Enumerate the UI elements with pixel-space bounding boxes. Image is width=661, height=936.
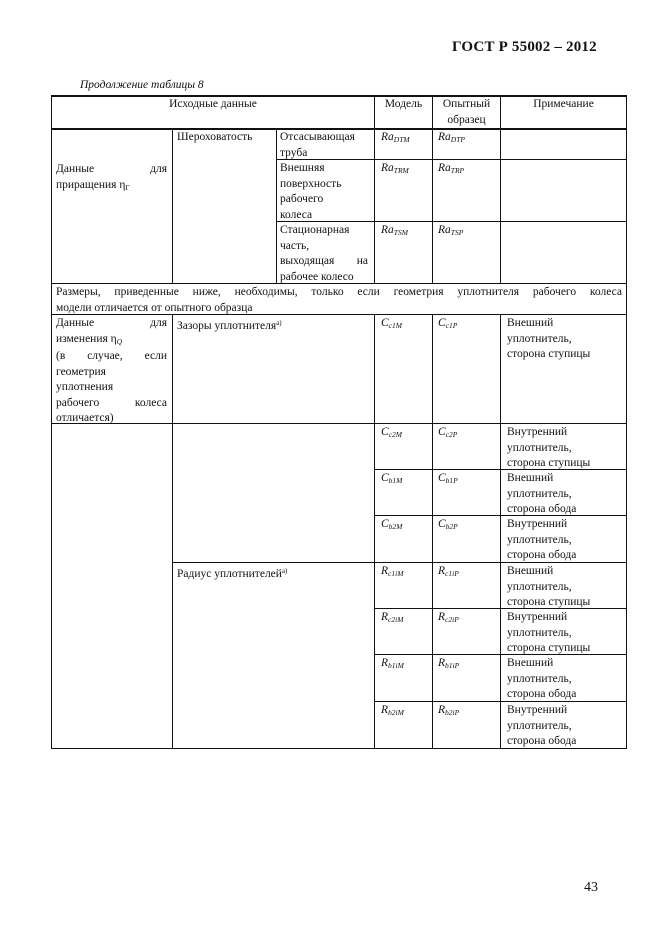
note-line: Внешний (507, 317, 554, 329)
note-line: уплотнитель, (507, 487, 572, 500)
column-divider (172, 128, 173, 284)
column-divider (172, 314, 173, 748)
part-line: рабочего (280, 193, 324, 205)
note-line: уплотнитель, (507, 533, 572, 546)
note-line: Внутренний (507, 704, 568, 716)
table-caption: Продолжение таблицы 8 (80, 79, 204, 91)
col-header-model: Модель (384, 98, 423, 110)
model-symbol: $Ra_{TSM}$ (381, 224, 408, 237)
note-line: сторона обода (507, 503, 577, 515)
column-divider (500, 314, 501, 748)
part-line: Отсасывающая (280, 131, 355, 143)
param-seal-gaps: Зазоры уплотнителя$^{a)}$ (177, 319, 282, 332)
group-label-roughness (56, 162, 167, 195)
group-label-line: (в случае, если (56, 350, 167, 362)
sample-symbol: $R_{c1iP}$ (438, 565, 459, 578)
group-label-line: уплотнения (56, 381, 114, 393)
column-divider (500, 95, 501, 284)
col-header-sample-line: Опытный (442, 98, 491, 110)
sample-symbol: $C_{c1P}$ (438, 317, 458, 330)
span-note (56, 285, 622, 316)
sample-symbol: $C_{b2P}$ (438, 518, 458, 531)
note-line: сторона ступицы (507, 348, 591, 360)
model-symbol: $C_{b1M}$ (381, 472, 403, 485)
sample-symbol: $C_{b1P}$ (438, 472, 458, 485)
group-label-line: рабочего колеса (56, 396, 167, 409)
note-line: уплотнитель, (507, 332, 572, 345)
group-label-line: изменения $\eta_Q$ (56, 332, 123, 346)
sample-symbol: $R_{b2iP}$ (438, 704, 460, 717)
note-line: сторона обода (507, 735, 577, 747)
note-line: Внешний (507, 472, 554, 484)
sample-symbol: $R_{b1iP}$ (438, 657, 460, 670)
part-line: часть, (280, 239, 310, 252)
sample-symbol: $Ra_{DTP}$ (438, 131, 465, 144)
part-line: колеса (280, 208, 313, 221)
note-cell (507, 656, 576, 703)
note-line: уплотнитель, (507, 672, 572, 685)
model-symbol: $R_{b1iM}$ (381, 657, 404, 670)
note-line: уплотнитель, (507, 441, 572, 454)
part-line: Внешняя (280, 162, 325, 174)
part-line: выходящая на (280, 255, 368, 267)
table-border-left (51, 95, 52, 749)
model-symbol: $R_{c2iM}$ (381, 611, 404, 624)
span-note-line: модели отличается от опытного образца (56, 301, 253, 314)
part-line: Стационарная (280, 224, 350, 236)
col-header-sample-line: образец (447, 113, 486, 126)
group-label-line: Данные для (56, 317, 167, 329)
model-symbol: $R_{c1iM}$ (381, 565, 404, 578)
group-label-line: Данные для (56, 163, 167, 175)
part-cell (280, 161, 372, 223)
col-header-source: Исходные данные (169, 98, 257, 110)
span-note-line: Размеры, приведенные ниже, необходимы, только если геометрия уплотнителя рабочего колеса (56, 286, 622, 298)
model-symbol: $Ra_{TRM}$ (381, 162, 409, 175)
group-label-line: приращения $\eta_Г$ (56, 178, 130, 192)
note-cell (507, 425, 590, 472)
model-symbol: $C_{c2M}$ (381, 426, 402, 439)
param-roughness: Шероховатость (177, 131, 253, 143)
note-line: Внутренний (507, 518, 568, 530)
note-line: уплотнитель, (507, 580, 572, 593)
note-line: Внутренний (507, 611, 568, 623)
part-cell (280, 130, 372, 161)
part-cell (280, 223, 368, 285)
note-line: Внешний (507, 565, 554, 577)
column-divider (374, 95, 375, 284)
col-header-note: Примечание (533, 98, 594, 110)
note-line: уплотнитель, (507, 719, 572, 732)
page-number: 43 (584, 880, 598, 895)
note-line: сторона обода (507, 688, 577, 700)
sample-symbol: $Ra_{TRP}$ (438, 162, 465, 175)
note-cell (507, 703, 576, 750)
document-id: ГОСТ Р 55002 – 2012 (452, 39, 597, 55)
group-label-line: отличается) (56, 412, 114, 424)
note-cell (507, 564, 590, 611)
note-cell (507, 316, 590, 363)
column-divider (432, 314, 433, 748)
param-seal-radius: Радиус уплотнителей$^{a)}$ (177, 567, 288, 580)
note-line: сторона ступицы (507, 642, 591, 654)
group-label-line: геометрия (56, 365, 106, 378)
note-cell (507, 517, 576, 564)
col-header-sample (433, 97, 500, 128)
table-border-right (626, 95, 627, 749)
column-divider (374, 314, 375, 748)
sample-symbol: $Ra_{TSP}$ (438, 224, 464, 237)
note-line: Внешний (507, 657, 554, 669)
group-label-seals (56, 316, 167, 427)
note-line: сторона обода (507, 549, 577, 561)
sample-symbol: $R_{c2iP}$ (438, 611, 459, 624)
note-line: уплотнитель, (507, 626, 572, 639)
note-line: сторона ступицы (507, 457, 591, 469)
note-cell (507, 610, 590, 657)
model-symbol: $C_{b2M}$ (381, 518, 403, 531)
part-line: поверхность (280, 177, 342, 190)
note-cell (507, 471, 576, 518)
column-divider (276, 128, 277, 284)
sample-symbol: $C_{c2P}$ (438, 426, 458, 439)
model-symbol: $C_{c1M}$ (381, 317, 402, 330)
note-line: Внутренний (507, 426, 568, 438)
part-line: труба (280, 146, 308, 159)
model-symbol: $Ra_{DTM}$ (381, 131, 410, 144)
part-line: рабочее колесо (280, 270, 354, 283)
note-line: сторона ступицы (507, 596, 591, 608)
model-symbol: $R_{b2iM}$ (381, 704, 404, 717)
